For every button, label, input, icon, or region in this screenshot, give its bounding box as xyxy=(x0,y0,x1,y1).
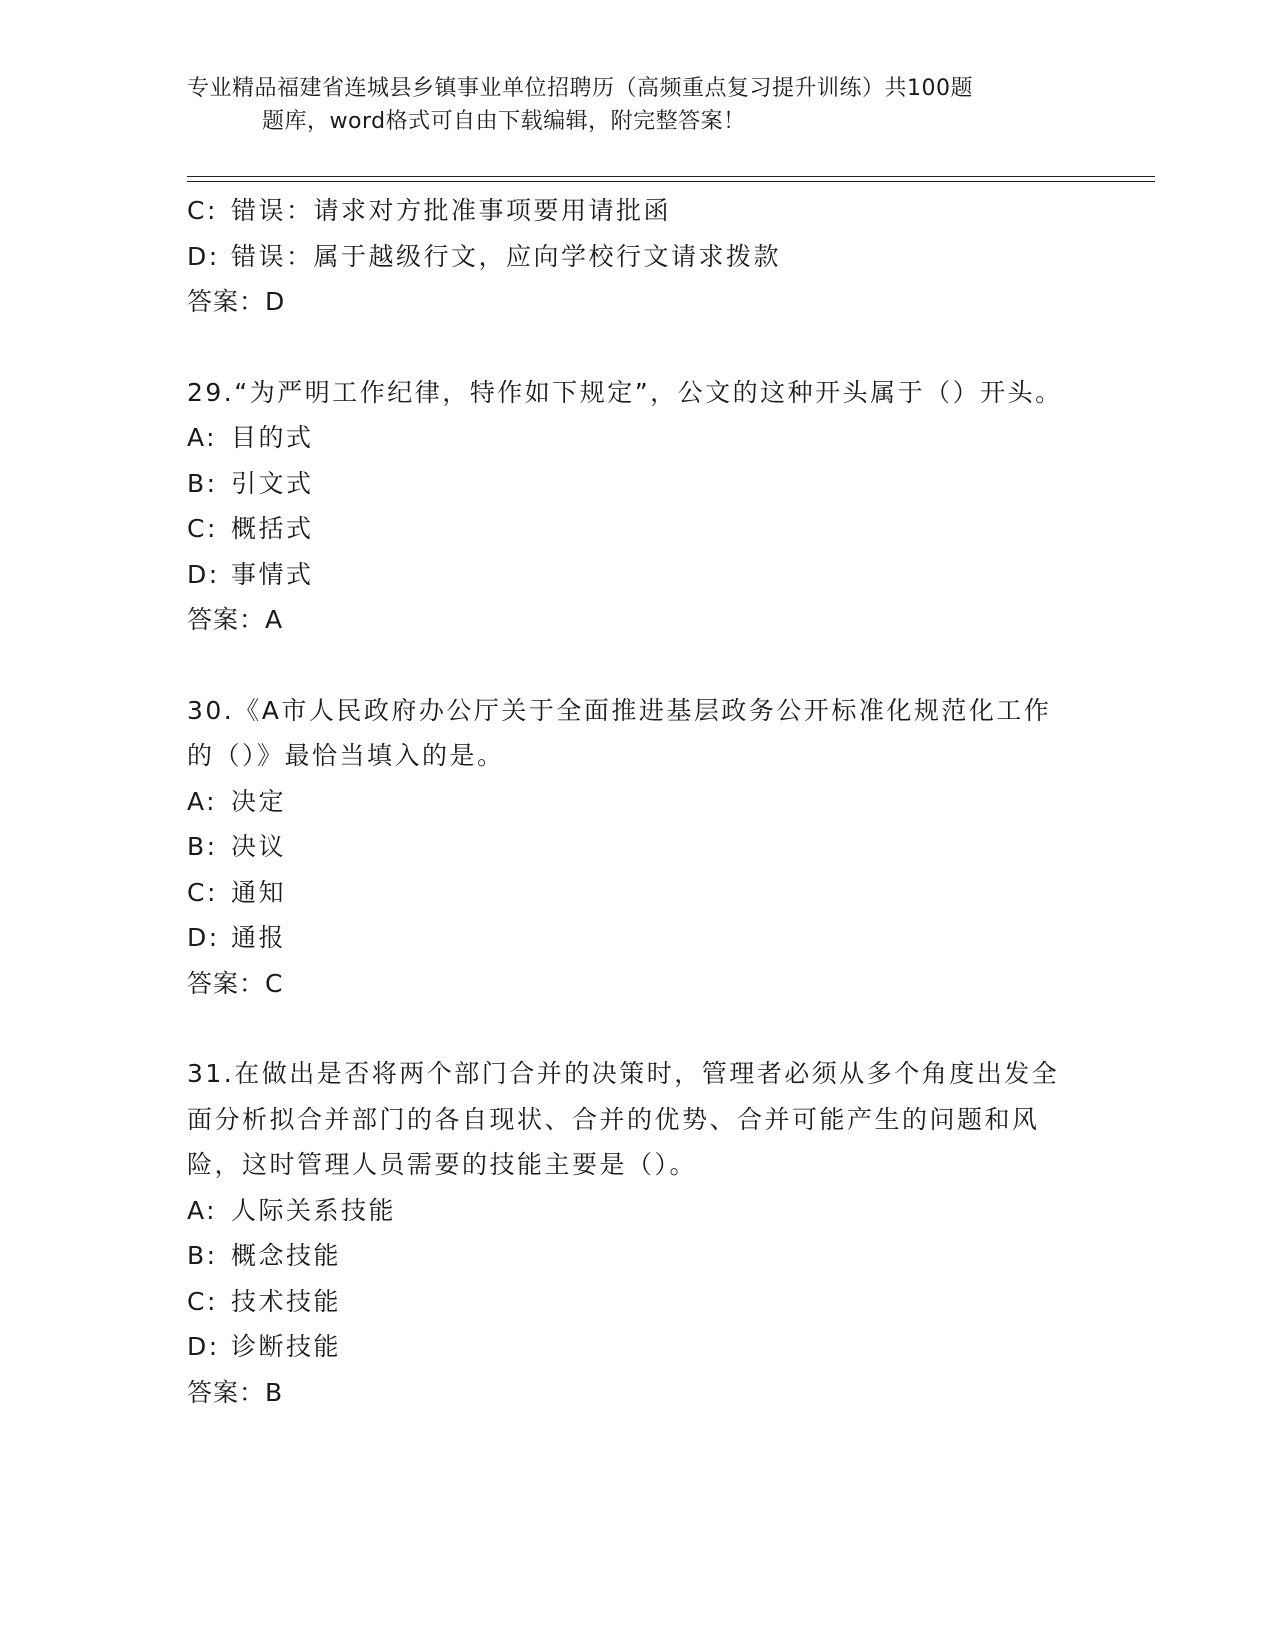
question-block-31 xyxy=(187,1051,1067,1415)
question-block-prev xyxy=(187,188,1067,325)
option-d: D: 通报 xyxy=(187,923,287,952)
question-text: 31.在做出是否将两个部门合并的决策时，管理者必须从多个角度出发全面分析拟合并部门的各自现状、合并的优势、合并可能产生的问题和风险，这时管理人员需要的技能主要是（）。 xyxy=(187,1059,1060,1179)
option-b: B: 概念技能 xyxy=(187,1241,342,1270)
option-a: A: 人际关系技能 xyxy=(187,1195,397,1225)
option-c: C: 概括式 xyxy=(187,514,314,543)
option-b: B: 引文式 xyxy=(187,468,314,498)
option-d: D: 诊断技能 xyxy=(187,1332,342,1361)
option-d: D: 事情式 xyxy=(187,559,314,589)
document-body xyxy=(187,188,1067,1415)
answer-line: 答案：B xyxy=(187,1377,284,1407)
option-a: A: 目的式 xyxy=(187,423,314,452)
document-header xyxy=(187,72,1067,138)
answer-line: 答案：A xyxy=(187,605,284,634)
option-b: B: 决议 xyxy=(187,832,287,861)
answer-line: 答案：C xyxy=(187,968,284,998)
option-c: C: 通知 xyxy=(187,877,287,907)
question-text: 29.“为严明工作纪律，特作如下规定”，公文的这种开头属于（）开头。 xyxy=(187,377,1063,407)
answer-line: 答案：D xyxy=(187,287,286,316)
option-a: A: 决定 xyxy=(187,786,287,816)
question-text: 30.《A市人民政府办公厅关于全面推进基层政务公开标准化规范化工作的（）》最恰当填入的是。 xyxy=(187,695,1052,770)
option-d: D: 错误：属于越级行文，应向学校行文请求拨款 xyxy=(187,241,782,271)
header-divider-top xyxy=(187,176,1155,177)
question-block-29 xyxy=(187,370,1067,643)
question-block-30 xyxy=(187,688,1067,1007)
header-divider-bottom xyxy=(187,181,1155,182)
header-title-line1: 专业精品福建省连城县乡镇事业单位招聘历（高频重点复习提升训练）共100题 xyxy=(187,76,973,101)
option-c: C: 错误：请求对方批准事项要用请批函 xyxy=(187,196,672,225)
option-c: C: 技术技能 xyxy=(187,1286,342,1316)
header-title-line2: 题库，word格式可自由下载编辑，附完整答案！ xyxy=(262,109,746,134)
